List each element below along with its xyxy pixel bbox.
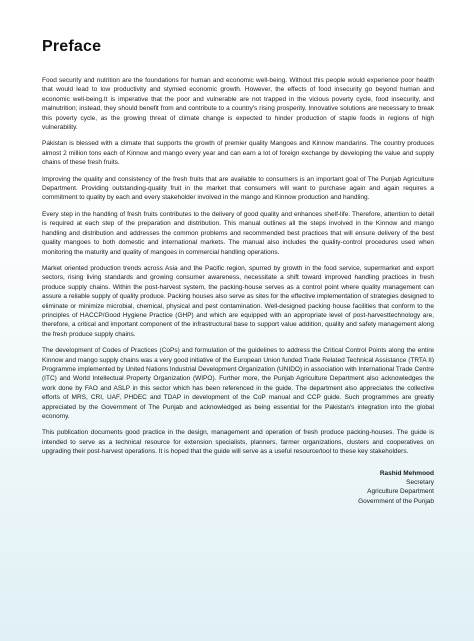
paragraph-3: Improving the quality and consistency of the fresh fruits that are available to consumers is an important goal of The Punjab Agriculture Department. Providing outstanding-quality fruit in the market that consumers will want to purchase again and again requires a commitment to quality by each and every stakeholder involved in the mango and Kinnow production and handling.	[42, 175, 434, 202]
paragraph-2: Pakistan is blessed with a climate that supports the growth of premier quality Mangoes and Kinnow mandarins. The country produces almost 2 million tons each of Kinnow and mango every year and can earn a lot of foreign exchange by developing the value and supply chains of these fresh fruits.	[42, 140, 434, 167]
paragraph-6: The development of Codes of Practices (CoPs) and formulation of the guidelines to address the Critical Control Points along the entire Kinnow and mango supply chains was a very good initiative of the European Union funded Trade Related Technical Assistance (TRTA II) Programme implemented by United Nations Industrial Development Organization (UNIDO) in association with International Trade Centre (ITC) and World Intellectual Property Organization (WIPO). Further more, the Punjab Agriculture Department also acknowledges the work done by FAO and ASLP in this sector which has been referenced in the guide. The department also appreciates the collective efforts of MRS, CRI, UAF, PHDEC and TDAP in development of the CoP manual and CCP guide. Such programmes are greatly appreciated by the Government of The Punjab and acknowledged as being essential for the Pakistan's integration into the global economy.	[42, 347, 434, 420]
preface-page	[42, 38, 434, 506]
page-title: Preface	[42, 38, 102, 55]
signatory-government: Government of the Punjab	[358, 497, 434, 505]
signatory-department: Agriculture Department	[367, 488, 434, 496]
paragraph-4: Every step in the handling of fresh fruits contributes to the delivery of good quality and enhances shelf-life. Therefore, attention to detail is required at each step of the preparation and distribution. This manual outlines all the steps involved in the Kinnow and mango handling and distribution and addresses the common problems and recommended best practices that will ensure delivery of the best quality mangoes to both domestic and international markets. The manual also includes the quality-control procedures used when monitoring the maturity and quality of mangoes in commercial handling operations.	[42, 210, 434, 256]
signature-block	[42, 469, 434, 507]
signatory-name: Rashid Mehmood	[379, 469, 434, 477]
paragraph-5: Market oriented production trends across Asia and the Pacific region, spurred by growth in the food service, supermarket and export sectors, rising living standards and growing consumer awareness, necessitate a shift toward improved handling practices in fresh produce supply chains. Within the post-harvest system, the packing-house serves as a control point where quality management can assure a reliable supply of quality produce. Packing houses also serve as sites for the effective implementation of strategies designed to eliminate or minimize microbial, chemical, physical and pest contamination. Well-designed packing house facilities that conform to the principles of HACCP/Good Hygiene Practice (GHP) and which are equipped with an appropriate level of post-harvesttechnology are, therefore, a critical and important component of the infrastructural base to support value addition, quality and safety management along the fresh produce supply chains.	[42, 264, 434, 338]
signatory-title: Secretary	[406, 479, 434, 487]
paragraph-7: This publication documents good practice in the design, management and operation of fresh produce packing-houses. The guide is intended to serve as a technical resource for extension specialists, planners, farmer organizations, clusters and cooperatives on upgrading their post-harvest operations. It is hoped that the guide will serve as a useful resource/tool to these key stakeholders.	[42, 429, 434, 456]
paragraph-1: Food security and nutrition are the foundations for human and economic well-being. Without this people would experience poor health that would lead to low productivity and stymied economic growth. However, the effects of food insecurity go beyond human and economic well-being.It is imperative that the poor and vulnerable are not trapped in the vicious poverty cycle, food insecurity, and malnutrition; instead, they should benefit from and contribute to a country's rising prosperity. Innovative solutions are necessary to break this poverty cycle, as the growing threat of climate change is expected to hinder production of staple foods in regions of high vulnerability.	[42, 77, 434, 132]
